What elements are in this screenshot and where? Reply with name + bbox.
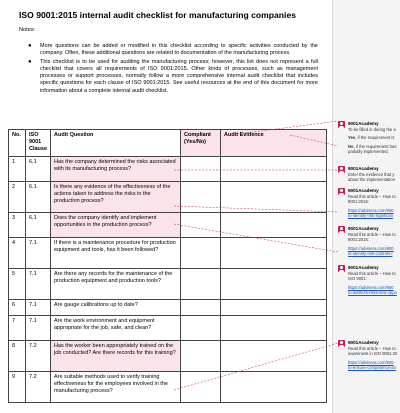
user-avatar-icon: [338, 265, 345, 272]
cell-evidence[interactable]: [221, 372, 327, 403]
comment-author: 9001Academy: [348, 226, 379, 231]
cell-compliant[interactable]: [181, 300, 221, 316]
comment-text: Read this article – How to: [348, 345, 396, 351]
comment-card[interactable]: [338, 226, 400, 257]
cell-clause: 6.1: [26, 182, 51, 213]
table-row: [9, 300, 327, 316]
comment-link[interactable]: https://advisera.com/900: [348, 284, 394, 290]
user-avatar-icon: [338, 340, 345, 347]
notes-label: Notes:: [19, 27, 36, 33]
comment-link[interactable]: to-identify-risk-significan: [348, 213, 393, 219]
comment-text: about the implementation: [348, 177, 396, 183]
table-row: [9, 157, 327, 182]
user-avatar-icon: [338, 188, 345, 195]
cell-evidence[interactable]: [221, 300, 327, 316]
comment-text: Read this article – How to: [348, 193, 396, 199]
cell-question: Are suitable methods used to verify training effectiveness for the employees involved in the manufacturing process?: [51, 372, 181, 403]
cell-no: 9: [9, 372, 26, 403]
table-row: [9, 341, 327, 372]
comment-link[interactable]: https://advisera.com/900: [348, 207, 394, 213]
cell-compliant[interactable]: [181, 316, 221, 341]
cell-clause: 7.1: [26, 300, 51, 316]
header-clause: ISO 9001 Clause: [26, 130, 51, 157]
notes-list: [28, 43, 318, 96]
cell-question: If there is a maintenance procedure for production equipment and tools, has it been followed?: [51, 238, 181, 269]
cell-compliant[interactable]: [181, 372, 221, 403]
cell-compliant[interactable]: [181, 157, 221, 182]
comment-card[interactable]: [338, 340, 400, 371]
audit-checklist-table: [8, 129, 327, 403]
comment-card[interactable]: [338, 188, 400, 219]
comment-text: Enter the evidence that y: [348, 171, 395, 177]
comment-card[interactable]: [338, 121, 400, 155]
comment-author: 9001Academy: [348, 121, 379, 126]
user-avatar-icon: [338, 121, 345, 128]
table-row: [9, 316, 327, 341]
cell-question[interactable]: Is there any evidence of the effectiveness of the actions taken to address the risks in the production process?: [51, 182, 181, 213]
table-row: [9, 182, 327, 213]
comment-link[interactable]: to-ensure-competence-an: [348, 365, 396, 371]
cell-no: 4: [9, 238, 26, 269]
comment-text: Yes, if the requirement is: [348, 135, 395, 141]
comment-text: partially implemented.: [348, 149, 389, 155]
cell-clause: 7.1: [26, 269, 51, 300]
comment-author: 9001Academy: [348, 166, 379, 171]
cell-clause: 7.1: [26, 238, 51, 269]
cell-clause: 6.1: [26, 213, 51, 238]
header-compliant[interactable]: Compliant (Yes/No): [181, 130, 221, 157]
comment-text: 9001:2015:: [348, 237, 369, 243]
user-avatar-icon: [338, 226, 345, 233]
bullet-icon: ●: [28, 58, 32, 65]
comment-text: ISO 9001:: [348, 276, 367, 282]
comment-author: 9001Academy: [348, 340, 379, 345]
cell-no: 2: [9, 182, 26, 213]
note-item: ● This checklist is to be used for auditing the manufacturing process; however, this list does not represent a full checklist that covers all requirements of ISO 9001:2015. Other kinds of processes, such as management processes or support processes, normally follow a more comprehensive internal audit checklist that includes specific questions for each clause of ISO 9001:2015. See useful resources at the end of this document for more information about a complete internal audit checklist.: [28, 58, 318, 94]
comment-link[interactable]: to-address-risks-and-oppo: [348, 290, 397, 296]
note-item: ● More questions can be added or modified in this checklist according to specific activities conducted by the company. Often, these additional questions are related to documentation of the manufacturing process.: [28, 43, 318, 57]
header-evidence[interactable]: Audit Evidence: [221, 130, 327, 157]
comment-link[interactable]: https://advisera.com/900: [348, 245, 394, 251]
cell-clause: 7.1: [26, 316, 51, 341]
table-row: [9, 269, 327, 300]
cell-evidence[interactable]: [221, 269, 327, 300]
table-row: [9, 238, 327, 269]
cell-question[interactable]: Does the company identify and implement opportunities in the production process?: [51, 213, 181, 238]
cell-clause: 7.2: [26, 341, 51, 372]
user-avatar-icon: [338, 166, 345, 173]
table-row: [9, 372, 327, 403]
cell-question: Are the work environment and equipment appropriate for the job, safe, and clean?: [51, 316, 181, 341]
comment-author: 9001Academy: [348, 188, 379, 193]
comment-text: awareness in ISO 9001:20: [348, 351, 398, 357]
cell-no: 6: [9, 300, 26, 316]
header-question: Audit Question: [51, 130, 181, 157]
comment-text: 9001:2015:: [348, 199, 369, 205]
comment-author: 9001Academy: [348, 265, 379, 270]
comment-text: To be filled in during the a: [348, 126, 396, 132]
cell-compliant[interactable]: [181, 238, 221, 269]
document-title: ISO 9001:2015 internal audit checklist for manufacturing companies: [19, 10, 296, 20]
cell-question: Are there any records for the maintenance of the production equipment and production tools?: [51, 269, 181, 300]
cell-no: 1: [9, 157, 26, 182]
comment-text: No, if the requirement has: [348, 143, 397, 149]
cell-clause: 7.2: [26, 372, 51, 403]
comment-link[interactable]: https://advisera.com/900: [348, 359, 394, 365]
cell-no: 5: [9, 269, 26, 300]
header-no: No.: [9, 130, 26, 157]
cell-compliant[interactable]: [181, 182, 221, 213]
cell-compliant[interactable]: [181, 269, 221, 300]
cell-evidence[interactable]: [221, 182, 327, 213]
comment-card[interactable]: [338, 166, 400, 183]
bullet-icon: ●: [28, 43, 32, 49]
comment-link[interactable]: to-identify-risk-controls-i: [348, 251, 393, 257]
cell-no: 3: [9, 213, 26, 238]
comment-text: Read this article – How to: [348, 270, 396, 276]
cell-evidence[interactable]: [221, 341, 327, 372]
cell-evidence[interactable]: [221, 316, 327, 341]
cell-no: 7: [9, 316, 26, 341]
cell-question: Are gauge calibrations up to date?: [51, 300, 181, 316]
cell-evidence[interactable]: [221, 238, 327, 269]
comment-card[interactable]: [338, 265, 400, 296]
comment-text: Read this article – How to: [348, 231, 396, 237]
cell-clause: 6.1: [26, 157, 51, 182]
cell-evidence[interactable]: [221, 157, 327, 182]
cell-evidence[interactable]: [221, 213, 327, 238]
table-row: [9, 213, 327, 238]
cell-question[interactable]: Has the worker been appropriately trained on the job conducted? Are there records for this training?: [51, 341, 181, 372]
cell-compliant[interactable]: [181, 341, 221, 372]
cell-question[interactable]: Has the company determined the risks associated with its manufacturing process?: [51, 157, 181, 182]
cell-compliant[interactable]: [181, 213, 221, 238]
cell-no: 8: [9, 341, 26, 372]
table-header-row: [9, 130, 327, 157]
